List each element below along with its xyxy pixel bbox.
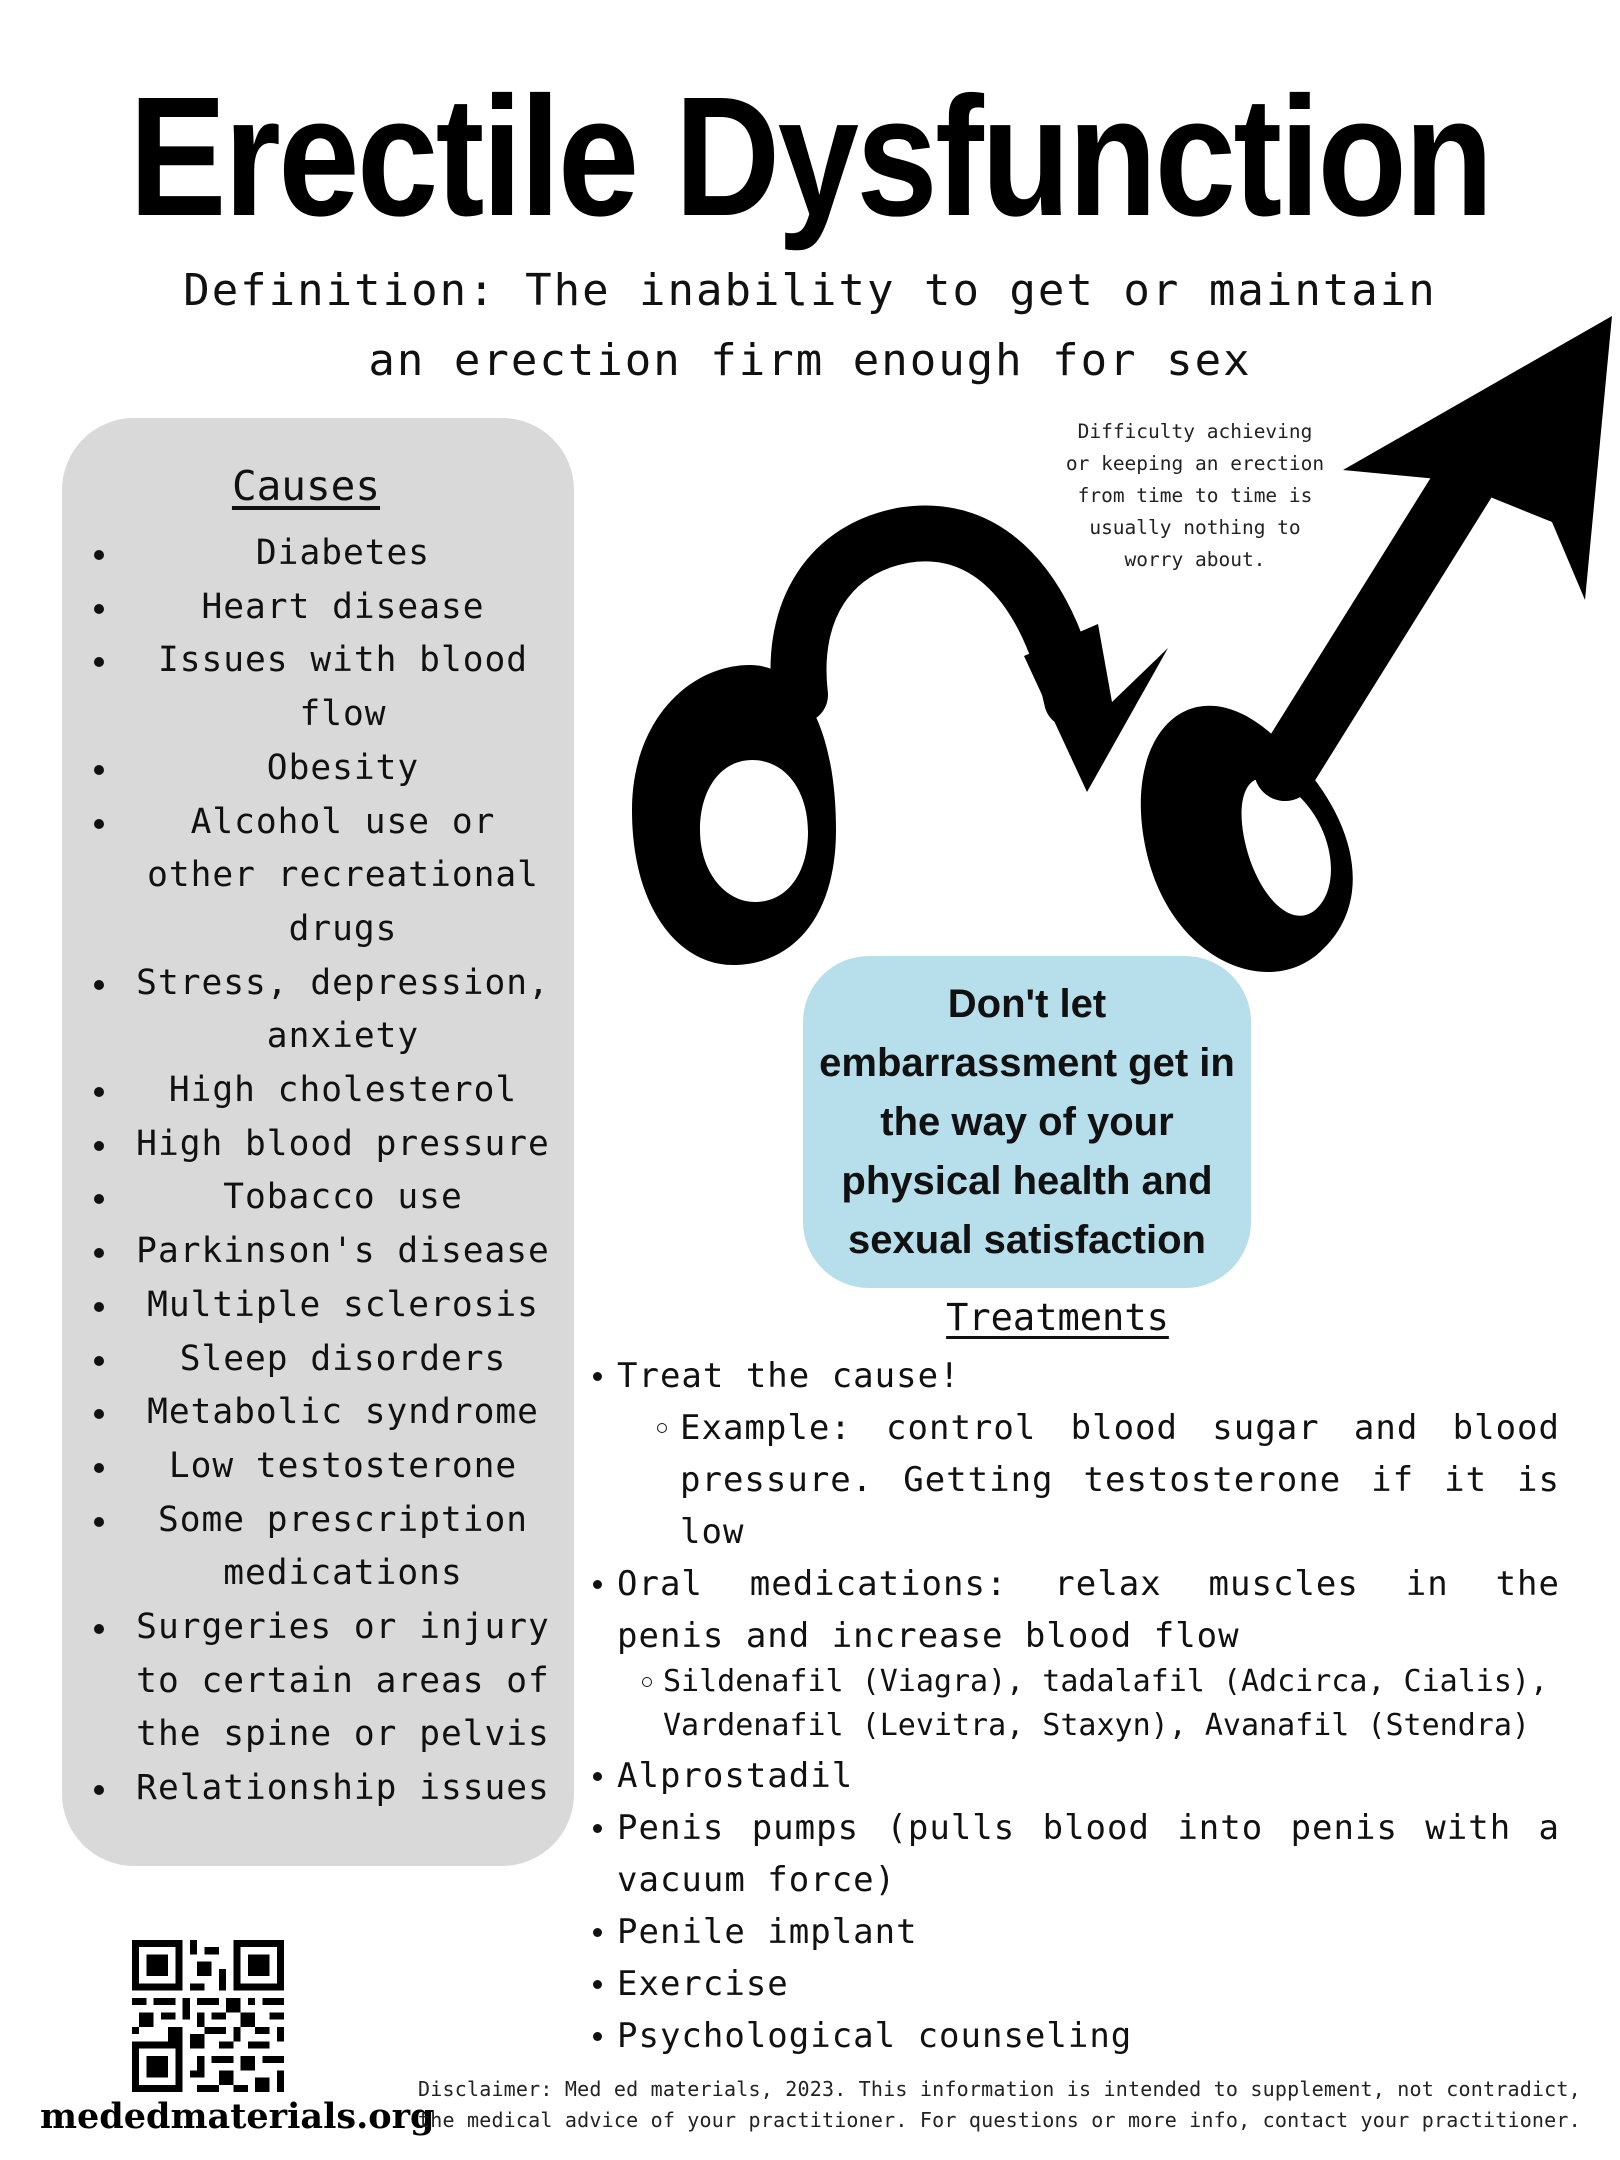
cause-item: Heart disease [90, 581, 560, 635]
cause-item: Tobacco use [90, 1171, 560, 1225]
treatment-item: Oral medications: relax muscles in the penis and increase blood flow [617, 1558, 1560, 1662]
cause-item: Diabetes [90, 527, 560, 581]
cause-item: High blood pressure [90, 1118, 560, 1172]
website-link[interactable]: mededmaterials.org [40, 2096, 435, 2137]
cause-item: Surgeries or injury to certain areas of the spine or pelvis [90, 1601, 560, 1762]
qr-code-icon [132, 1940, 284, 2092]
cause-item: Obesity [90, 742, 560, 796]
message-text: Don't let embarrassment get in the way of your physical health and sexual satisfaction [819, 981, 1235, 1262]
cause-item: High cholesterol [90, 1064, 560, 1118]
treatment-subitem: Example: control blood sugar and blood pressure. Getting testosterone if it is low [680, 1402, 1560, 1558]
upright-male-symbol-icon [1141, 316, 1612, 972]
treatment-subitem: Sildenafil (Viagra), tadalafil (Adcirca, Cialis), Vardenafil (Levitra, Staxyn), Avanafil (Stendra) [663, 1660, 1568, 1748]
treatment-item: Exercise [617, 1958, 1567, 2010]
treatment-item: Treat the cause! [617, 1350, 1567, 1402]
treatment-item: Penile implant [617, 1906, 1567, 1958]
page-title: Erectile Dysfunction [128, 62, 1491, 252]
cause-item: Multiple sclerosis [90, 1279, 560, 1333]
male-symbol-illustration [610, 300, 1620, 1020]
treatments-heading: Treatments [946, 1296, 1169, 1339]
disclaimer-text: Disclaimer: Med ed materials, 2023. This information is intended to supplement, not contradict, the medical advice of your practitioner. For questions or more info, contact your practitioner. [418, 2077, 1581, 2132]
drooping-male-symbol-icon [632, 533, 1168, 965]
message-box [803, 956, 1251, 1288]
cause-item: Sleep disorders [90, 1333, 560, 1387]
cause-item: Low testosterone [90, 1440, 560, 1494]
treatment-item: Alprostadil [617, 1750, 1567, 1802]
cause-item: Stress, depression, anxiety [90, 957, 560, 1064]
treatment-item: Penis pumps (pulls blood into penis with a vacuum force) [617, 1802, 1560, 1906]
cause-item: Relationship issues [90, 1762, 560, 1816]
treatment-item: Psychological counseling [617, 2010, 1567, 2062]
cause-item: Parkinson's disease [90, 1225, 560, 1279]
cause-item: Metabolic syndrome [90, 1386, 560, 1440]
definition-text: Definition: The inability to get or maintain an erection firm enough for sex [183, 265, 1437, 386]
causes-list [90, 527, 560, 1816]
cause-item: Issues with blood flow [90, 634, 560, 741]
cause-item: Some prescription medications [90, 1494, 560, 1601]
causes-heading: Causes [231, 462, 381, 510]
side-note: Difficulty achieving or keeping an erection from time to time is usually nothing to worry about. [1065, 420, 1325, 571]
cause-item: Alcohol use or other recreational drugs [90, 796, 560, 957]
